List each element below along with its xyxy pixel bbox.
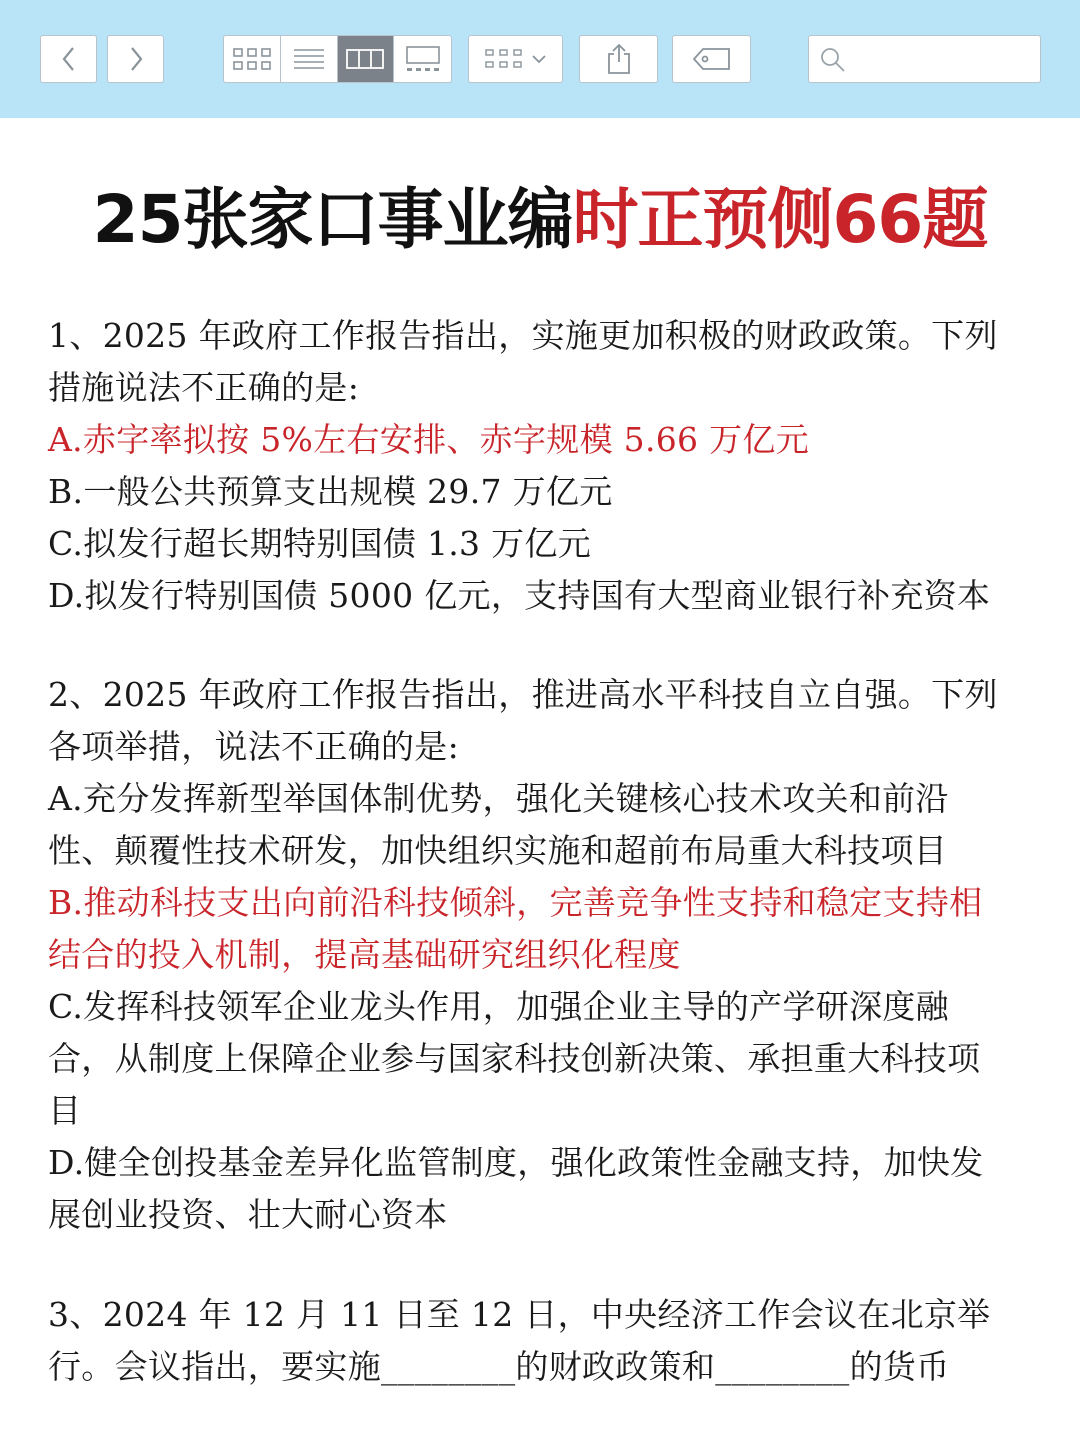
question-3-stem-line-1: 3、2024 年 12 月 11 日至 12 日，中央经济工作会议在北京举 <box>48 1295 991 1334</box>
question-1-stem-line-2: 措施说法不正确的是: <box>48 368 360 407</box>
question-2-stem-line-2: 各项举措，说法不正确的是: <box>48 727 460 766</box>
question-1-option-c: C.拟发行超长期特别国债 1.3 万亿元 <box>48 524 592 563</box>
chevron-down-icon <box>530 52 548 66</box>
page-title <box>0 180 1080 260</box>
grid-view-icon <box>232 46 272 72</box>
question-1-stem-line-1: 1、2025 年政府工作报告指出，实施更加积极的财政政策。下列 <box>48 316 998 355</box>
column-view-button[interactable] <box>338 36 395 82</box>
title-black-part: 25张家口事业编 <box>92 181 573 258</box>
question-2-option-b-line-1: B.推动科技支出向前沿科技倾斜，完善竞争性支持和稳定支持相 <box>48 883 983 922</box>
list-view-icon <box>292 47 326 71</box>
chevron-right-icon <box>126 45 146 73</box>
chevron-left-icon <box>59 45 79 73</box>
question-2-option-d-line-2: 展创业投资、壮大耐心资本 <box>48 1195 448 1234</box>
search-icon <box>819 46 847 74</box>
share-button[interactable] <box>579 35 658 83</box>
icon-view-button[interactable] <box>224 36 281 82</box>
group-button[interactable] <box>468 35 563 83</box>
group-icon <box>484 47 524 71</box>
title-red-part: 时正预侧66题 <box>572 181 988 258</box>
question-2-option-c-line-2: 合，从制度上保障企业参与国家科技创新决策、承担重大科技项 <box>48 1039 981 1078</box>
column-view-icon <box>345 48 385 70</box>
gallery-view-icon <box>404 45 442 73</box>
tag-icon <box>691 46 733 72</box>
gallery-view-button[interactable] <box>394 36 451 82</box>
question-2-stem-line-1: 2、2025 年政府工作报告指出，推进高水平科技自立自强。下列 <box>48 675 998 714</box>
question-2-option-c-line-1: C.发挥科技领军企业龙头作用，加强企业主导的产学研深度融 <box>48 987 949 1026</box>
question-2-option-c-line-3: 目 <box>48 1091 82 1130</box>
list-view-button[interactable] <box>281 36 338 82</box>
view-switcher <box>223 35 452 83</box>
share-icon <box>604 42 634 76</box>
question-2-option-a-line-2: 性、颠覆性技术研发，加快组织实施和超前布局重大科技项目 <box>48 831 948 870</box>
tag-button[interactable] <box>672 35 751 83</box>
question-1-option-d: D.拟发行特别国债 5000 亿元，支持国有大型商业银行补充资本 <box>48 576 991 615</box>
question-2-option-a-line-1: A.充分发挥新型举国体制优势，强化关键核心技术攻关和前沿 <box>48 779 949 818</box>
question-1-option-a: A.赤字率拟按 5%左右安排、赤字规模 5.66 万亿元 <box>48 420 810 459</box>
question-2-option-d-line-1: D.健全创投基金差异化监管制度，强化政策性金融支持，加快发 <box>48 1143 984 1182</box>
toolbar <box>0 0 1080 118</box>
forward-button[interactable] <box>107 35 164 83</box>
search-input[interactable] <box>857 42 1036 78</box>
back-button[interactable] <box>40 35 97 83</box>
search-field[interactable] <box>808 35 1041 83</box>
question-2-option-b-line-2: 结合的投入机制，提高基础研究组织化程度 <box>48 935 681 974</box>
question-1-option-b: B.一般公共预算支出规模 29.7 万亿元 <box>48 472 613 511</box>
question-3-stem-line-2: 行。会议指出，要实施________的财政政策和________的货币 <box>48 1347 950 1386</box>
